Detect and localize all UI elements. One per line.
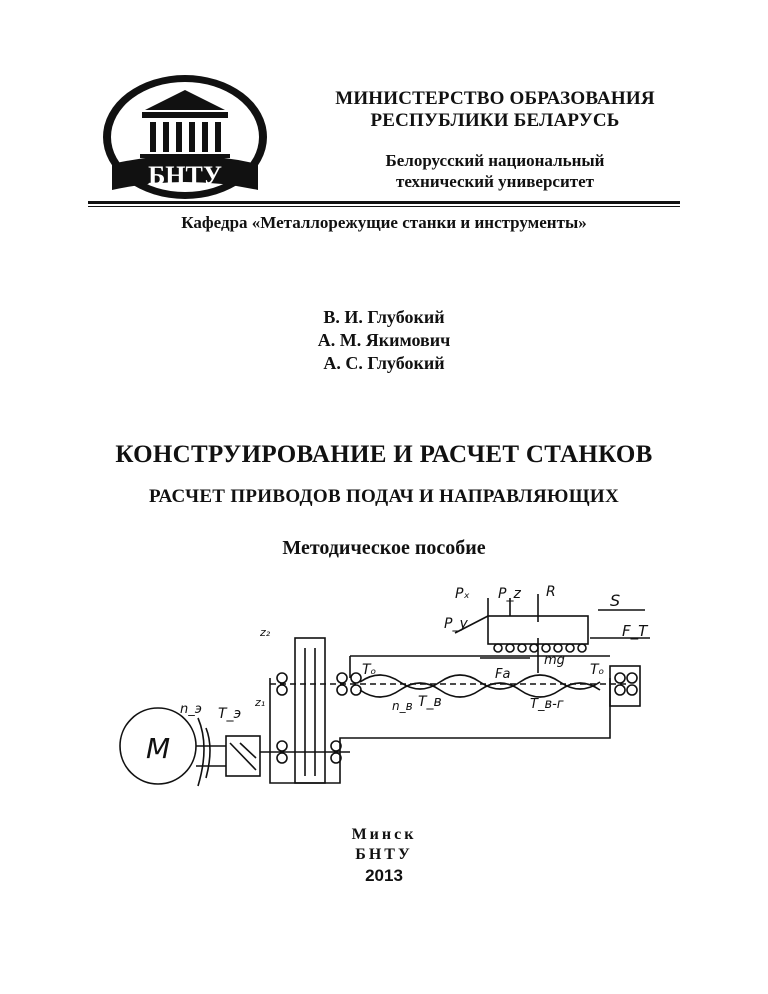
label-tv: T_в <box>418 694 442 710</box>
imprint-city: Минск <box>351 826 417 843</box>
label-ne: n_э <box>180 702 202 717</box>
label-fa: Fa <box>495 667 511 682</box>
label-py: P_y <box>444 616 468 632</box>
ministry-name <box>280 88 710 132</box>
gear-pair <box>295 638 325 783</box>
label-to-right: Tₒ <box>590 662 605 678</box>
imprint-year: 2013 <box>365 866 403 885</box>
motor-torque-arrow <box>206 728 210 778</box>
document-type: Методическое пособие <box>282 537 486 559</box>
authors-block <box>0 306 768 375</box>
label-nv: n_в <box>392 699 413 713</box>
label-ft: F_T <box>622 622 648 640</box>
ministry-line-1: МИНИСТЕРСТВО ОБРАЗОВАНИЯ <box>335 88 655 109</box>
ministry-line-2: РЕСПУБЛИКИ БЕЛАРУСЬ <box>370 110 620 131</box>
label-pz: P_z <box>498 586 521 602</box>
label-px: Pₓ <box>455 586 470 602</box>
university-line-1: Белорусский национальный <box>385 151 605 170</box>
header-divider-thick <box>88 201 680 204</box>
university-name <box>280 150 710 192</box>
bntu-logo <box>100 72 270 202</box>
book-title: КОНСТРУИРОВАНИЕ И РАСЧЕТ СТАНКОВ <box>115 441 653 468</box>
label-s: S <box>610 591 621 610</box>
motor-label: M <box>146 732 171 765</box>
department-name: Кафедра «Металлорежущие станки и инструменты» <box>181 213 587 232</box>
author-1: В. И. Глубокий <box>323 307 445 327</box>
author-2: А. М. Якимович <box>317 330 451 350</box>
label-r: R <box>546 584 556 600</box>
logo-text: БНТУ <box>148 161 222 190</box>
feed-drive-diagram <box>110 578 670 810</box>
label-te: T_э <box>218 706 242 722</box>
university-line-2: технический университет <box>395 172 595 191</box>
author-3: А. С. Глубокий <box>323 353 445 373</box>
book-subtitle: РАСЧЕТ ПРИВОДОВ ПОДАЧ И НАПРАВЛЯЮЩИХ <box>148 486 619 507</box>
label-z1: z₁ <box>255 696 266 709</box>
imprint-publisher: БНТУ <box>355 846 413 863</box>
label-z2: z₂ <box>260 626 271 639</box>
label-to-left: Tₒ <box>362 662 377 678</box>
label-mg: mg <box>544 653 565 668</box>
header-divider-thin <box>88 206 680 207</box>
label-tvg: T_в-г <box>530 697 564 712</box>
